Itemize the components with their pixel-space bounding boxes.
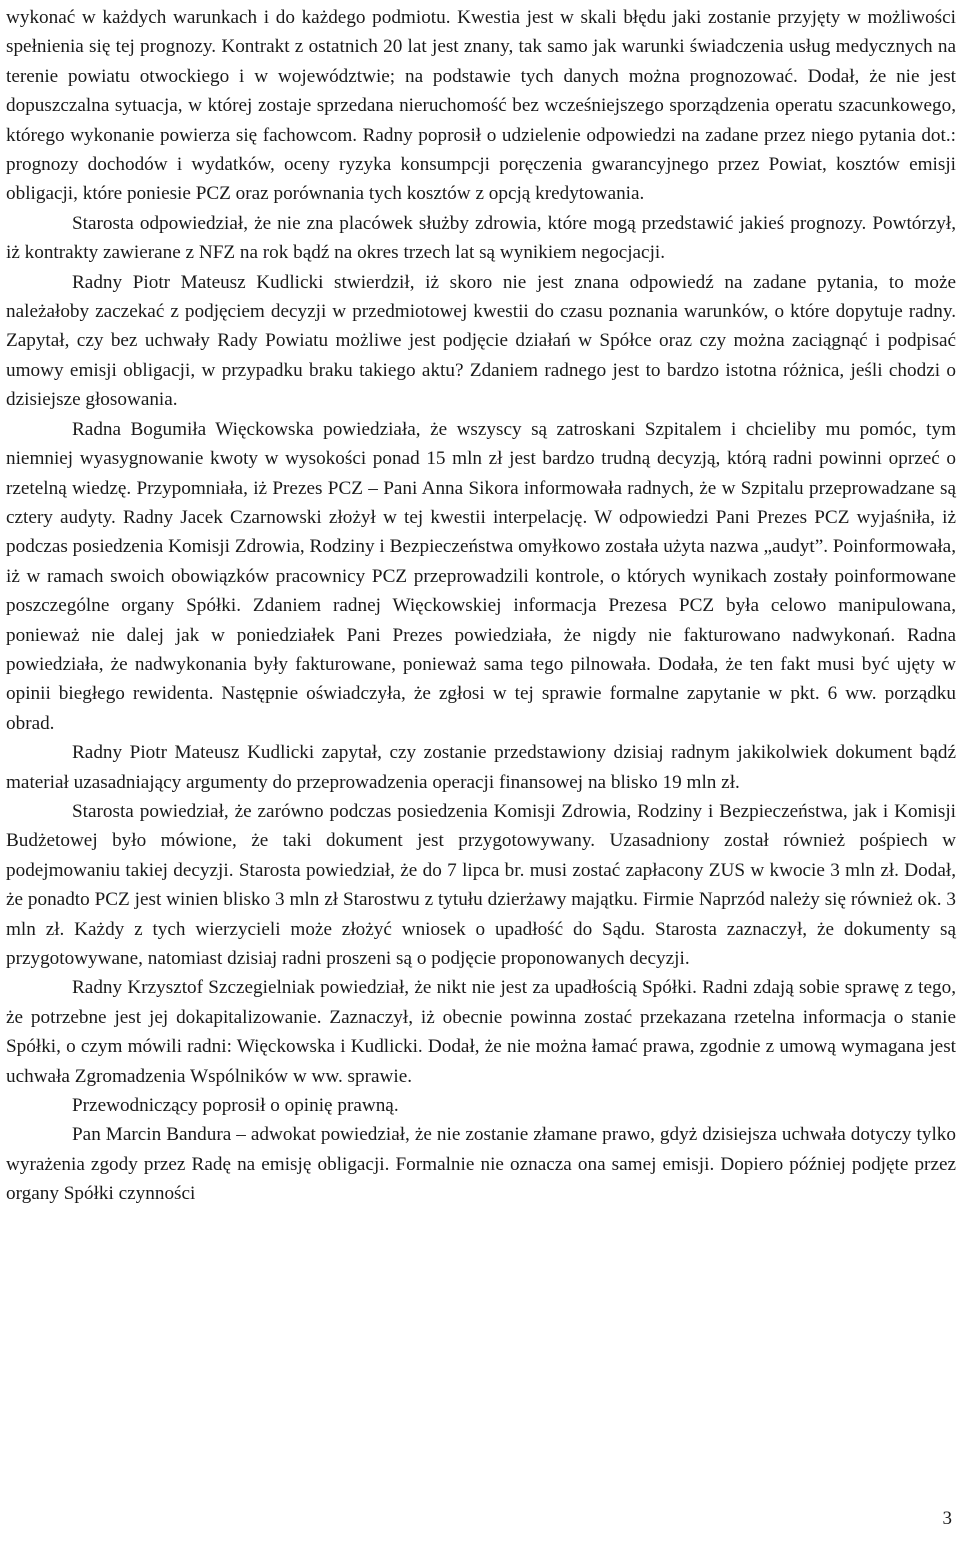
- paragraph-wieckowska-statement: Radna Bogumiła Więckowska powiedziała, że wszyscy są zatroskani Szpitalem i chcieliby mu pomóc, tym niemniej wyasygnowanie kwoty w wysokości ponad 15 mln zł jest bardzo trudną decyzją, którą radni powinni oprzeć o rzetelną wiedzę. Przypomniała, iż Prezes PCZ – Pani Anna Sikora informowała radnych, że w Szpitalu przeprowadzane są cztery audyty. Radny Jacek Czarnowski złożył w tej kwestii interpelację. W odpowiedzi Pani Prezes PCZ wyjaśniła, iż podczas posiedzenia Komisji Zdrowia, Rodziny i Bezpieczeństwa omyłkowo została użyta nazwa „audyt”. Poinformowała, iż w ramach swoich obowiązków pracownicy PCZ przeprowadzili kontrole, o których wynikach zostały poinformowane poszczególne organy Spółki. Zdaniem radnej Więckowskiej informacja Prezesa PCZ była celowo manipulowana, ponieważ nie dalej jak w poniedziałek Pani Prezes powiedziała, że nigdy nie fakturowano nadwykonań. Radna powiedziała, że nadwykonania były fakturowane, ponieważ sama tego pilnowała. Dodała, że ten fakt musi być ujęty w opinii biegłego rewidenta. Następnie oświadczyła, że zgłosi w tej sprawie formalne zapytanie w pkt. 6 ww. porządku obrad.: [6, 418, 956, 734]
- document-body: [6, 3, 956, 1209]
- paragraph-szczegielniak-statement: Radny Krzysztof Szczegielniak powiedział, że nikt nie jest za upadłością Spółki. Radni zdają sobie sprawę z tego, że potrzebne jest jej dokapitalizowanie. Zaznaczył, iż obecnie powinna zostać przekazana rzetelna informacja o stanie Spółki, o czym mówili radni: Więckowska i Kudlicki. Dodał, że nie można łamać prawa, zgodnie z umową wymagana jest uchwała Zgromadzenia Wspólników w ww. sprawie.: [6, 977, 956, 1087]
- paragraph-chairman-request: Przewodniczący poprosił o opinię prawną.: [72, 1095, 399, 1117]
- page-number: 3: [942, 1508, 952, 1529]
- paragraph-kudlicki-question: Radny Piotr Mateusz Kudlicki zapytał, czy zostanie przedstawiony dzisiaj radnym jakikolwiek dokument bądź materiał uzasadniający argumenty do przeprowadzenia operacji finansowej na blisko 19 mln zł.: [6, 742, 956, 793]
- paragraph-kudlicki-statement: Radny Piotr Mateusz Kudlicki stwierdził, iż skoro nie jest znana odpowiedź na zadane pytania, to może należałoby zaczekać z podjęciem decyzji w przedmiotowej kwestii do czasu poznania warunków, o które dopytuje radny. Zapytał, czy bez uchwały Rady Powiatu możliwe jest podjęcie działań w Spółce oraz czy można zaciągnąć i podpisać umowy emisji obligacji, w przypadku braku takiego aktu? Zdaniem radnego jest to bardzo istotna różnica, jeśli chodzi o dzisiejsze głosowania.: [6, 271, 956, 411]
- paragraph-continuation: wykonać w każdych warunkach i do każdego podmiotu. Kwestia jest w skali błędu jaki zostanie przyjęty w możliwości spełnienia się tej prognozy. Kontrakt z ostatnich 20 lat jest znany, tak samo jak warunki świadczenia usług medycznych na terenie powiatu otwockiego i w województwie; na podstawie tych danych można prognozować. Dodał, że nie jest dopuszczalna sytuacja, w której zostaje sprzedana nieruchomość bez wcześniejszego sporządzenia operatu szacunkowego, którego wykonanie powierza się fachowcom. Radny poprosił o udzielenie odpowiedzi na zadane przez niego pytania dot.: prognozy dochodów i wydatków, oceny ryzyka konsumpcji poręczenia gwarancyjnego przez Powiat, kosztów emisji obligacji, które poniesie PCZ oraz porównania tych kosztów z opcją kredytowania.: [6, 7, 956, 205]
- paragraph-bandura-opinion: Pan Marcin Bandura – adwokat powiedział, że nie zostanie złamane prawo, gdyż dzisiejsza uchwała dotyczy tylko wyrażenia zgody przez Radę na emisję obligacji. Formalnie nie oznacza ona samej emisji. Dopiero później podjęte przez organy Spółki czynności: [6, 1124, 956, 1205]
- paragraph-starosta-reply: Starosta odpowiedział, że nie zna placówek służby zdrowia, które mogą przedstawić jakieś prognozy. Powtórzył, iż kontrakty zawierane z NFZ na rok bądź na okres trzech lat są wynikiem negocjacji.: [6, 212, 956, 264]
- paragraph-starosta-explanation: Starosta powiedział, że zarówno podczas posiedzenia Komisji Zdrowia, Rodziny i Bezpieczeństwa, jak i Komisji Budżetowej było mówione, że taki dokument jest przygotowywany. Uzasadniony został również pośpiech w podejmowaniu takiej decyzji. Starosta powiedział, że do 7 lipca br. musi zostać zapłacony ZUS w kwocie 3 mln zł. Dodał, że ponadto PCZ jest winien blisko 3 mln zł Starostwu z tytułu dzierżawy majątku. Firmie Naprzód należy się również ok. 3 mln zł. Każdy z tych wierzycieli może złożyć wniosek o upadłość do Sądu. Starosta zaznaczył, że dokumenty są przygotowywane, natomiast dzisiaj radni proszeni są o podjęcie proponowanych decyzji.: [6, 800, 956, 969]
